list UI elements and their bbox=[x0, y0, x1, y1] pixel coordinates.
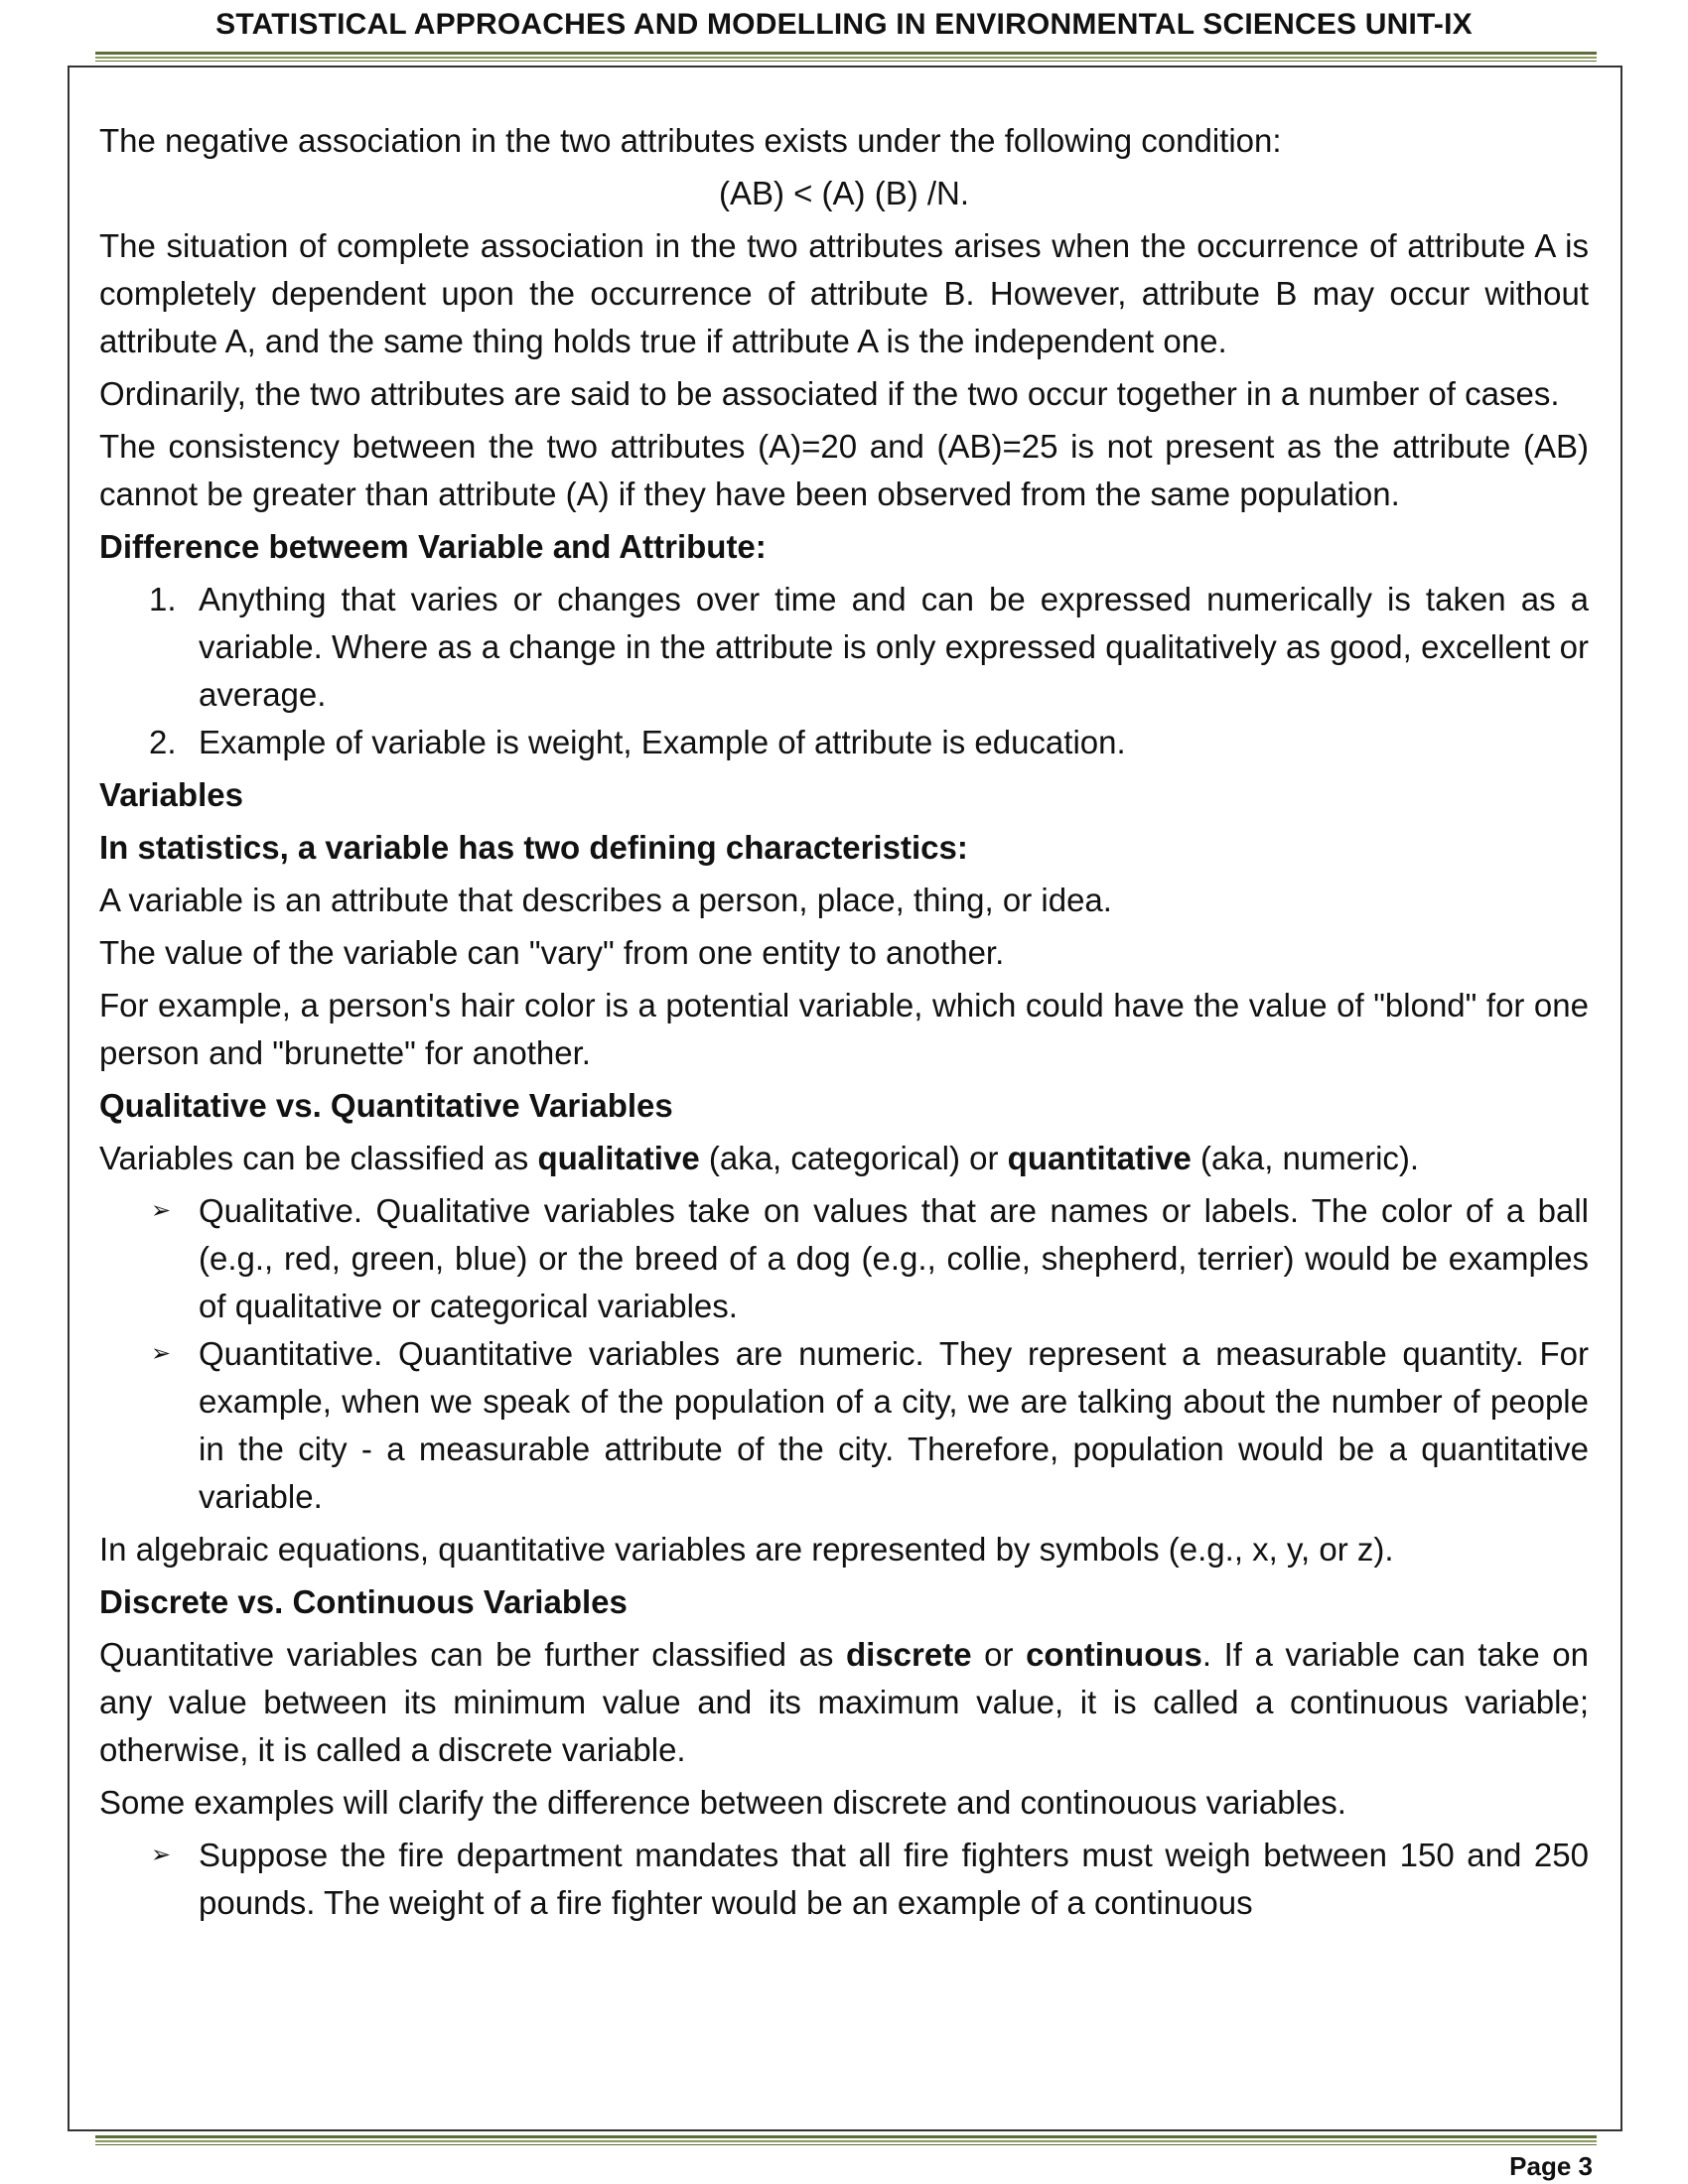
arrow-bullet-icon: ➢ bbox=[151, 1340, 172, 1367]
header-rule bbox=[95, 57, 1597, 59]
text-run: Quantitative variables can be further classified as bbox=[99, 1636, 846, 1673]
bold-term: discrete bbox=[846, 1636, 972, 1673]
section-heading: Discrete vs. Continuous Variables bbox=[99, 1583, 628, 1620]
text-run: . If a variable can take on any value between its minimum value and its maximum value, it is called a continuous variable; otherwise, it is called a discrete variable. bbox=[99, 1636, 1589, 1768]
list-item-text: Quantitative. Quantitative variables are numeric. They represent a measurable quantity. For example, when we speak of the population of a city, we are talking about the number of people in the city - a measurable attribute of the city. Therefore, population would be a quantitative variable. bbox=[199, 1335, 1589, 1515]
text-run: (aka, numeric). bbox=[1191, 1140, 1420, 1176]
list-number: 2. bbox=[149, 724, 177, 760]
paragraph: In algebraic equations, quantitative variables are represented by symbols (e.g., x, y, or z). bbox=[99, 1531, 1394, 1568]
list-item-text: Anything that varies or changes over time and can be expressed numerically is taken as a variable. Where as a change in the attribute is only expressed qualitatively as good, excellent or average. bbox=[199, 581, 1589, 713]
paragraph bbox=[99, 1135, 1589, 1182]
paragraph: For example, a person's hair color is a potential variable, which could have the value of "blond" for one person and "brunette" for another. bbox=[99, 987, 1589, 1071]
paragraph: Some examples will clarify the difference between discrete and continouous variables. bbox=[99, 1784, 1346, 1821]
list-number: 1. bbox=[149, 581, 177, 617]
footer-rule bbox=[95, 2140, 1597, 2142]
page-content bbox=[99, 117, 1589, 1932]
section-heading: In statistics, a variable has two defining characteristics: bbox=[99, 829, 968, 866]
bold-term: continuous bbox=[1026, 1636, 1202, 1673]
paragraph: The consistency between the two attributes (A)=20 and (AB)=25 is not present as the attribute (AB) cannot be greater than attribute (A) if they have been observed from the same population. bbox=[99, 428, 1589, 512]
footer-rule bbox=[95, 2144, 1597, 2145]
list-item bbox=[99, 719, 1589, 766]
paragraph: The value of the variable can "vary" from one entity to another. bbox=[99, 934, 1005, 971]
list-item bbox=[99, 1832, 1589, 1927]
bullet-list bbox=[99, 1832, 1589, 1927]
paragraph bbox=[99, 1631, 1589, 1774]
formula: (AB) < (A) (B) /N. bbox=[718, 175, 970, 211]
arrow-bullet-icon: ➢ bbox=[151, 1842, 172, 1868]
header-rule bbox=[95, 61, 1597, 62]
section-heading: Qualitative vs. Quantitative Variables bbox=[99, 1087, 673, 1124]
footer-rule bbox=[95, 2135, 1597, 2138]
numbered-list bbox=[99, 576, 1589, 766]
paragraph: Ordinarily, the two attributes are said to be associated if the two occur together in a number of cases. bbox=[99, 375, 1560, 412]
page-header-title: STATISTICAL APPROACHES AND MODELLING IN ENVIRONMENTAL SCIENCES UNIT-IX bbox=[215, 8, 1473, 41]
page-number: Page 3 bbox=[1509, 2151, 1593, 2181]
arrow-bullet-icon: ➢ bbox=[151, 1197, 172, 1224]
paragraph: A variable is an attribute that describes a person, place, thing, or idea. bbox=[99, 882, 1112, 918]
list-item-text: Qualitative. Qualitative variables take on values that are names or labels. The color of a ball (e.g., red, green, blue) or the breed of a dog (e.g., collie, shepherd, terrier) would be examples of qualitative or categorical variables. bbox=[199, 1192, 1589, 1324]
list-item bbox=[99, 1330, 1589, 1521]
list-item-text: Example of variable is weight, Example of attribute is education. bbox=[199, 724, 1126, 760]
section-heading: Difference betweem Variable and Attribute: bbox=[99, 528, 767, 565]
section-heading: Variables bbox=[99, 776, 243, 813]
bullet-list bbox=[99, 1187, 1589, 1521]
paragraph: The situation of complete association in the two attributes arises when the occurrence of attribute A is completely dependent upon the occurrence of attribute B. However, attribute B may occur without attribute A, and the same thing holds true if attribute A is the independent one. bbox=[99, 227, 1589, 359]
text-run: or bbox=[971, 1636, 1027, 1673]
text-run: (aka, categorical) or bbox=[699, 1140, 1008, 1176]
header-rule bbox=[95, 52, 1597, 55]
bold-term: qualitative bbox=[537, 1140, 700, 1176]
list-item-text: Suppose the fire department mandates that all fire fighters must weigh between 150 and 250 pounds. The weight of a fire fighter would be an example of a continuous bbox=[199, 1837, 1589, 1921]
list-item bbox=[99, 1187, 1589, 1330]
bold-term: quantitative bbox=[1007, 1140, 1192, 1176]
list-item bbox=[99, 576, 1589, 719]
text-run: Variables can be classified as bbox=[99, 1140, 538, 1176]
paragraph: The negative association in the two attributes exists under the following condition: bbox=[99, 122, 1282, 159]
